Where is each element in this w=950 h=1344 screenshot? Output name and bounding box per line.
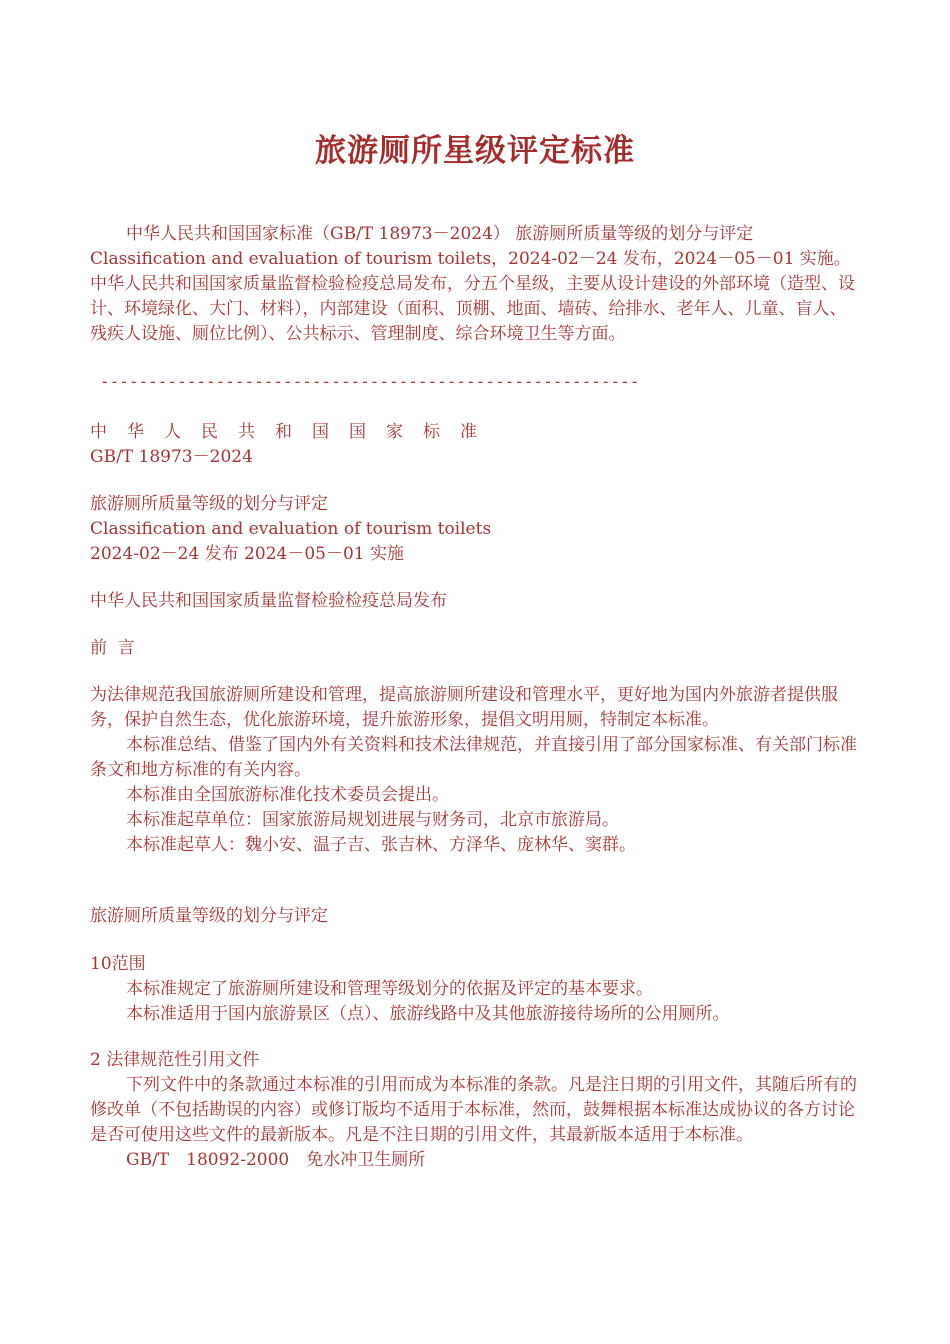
section-heading: 10范围 bbox=[90, 954, 146, 974]
foreword-block bbox=[90, 636, 860, 858]
national-standard-label: 中华人民共和国国家标准 bbox=[90, 422, 497, 442]
body-title-block bbox=[90, 904, 860, 929]
section-paragraph: 下列文件中的条款通过本标准的引用而成为本标准的条款。凡是注日期的引用文件，其随后所有的修改单（不包括勘误的内容）或修订版均不适用于本标准，然而，鼓舞根据本标准达成协议的各方讨论是否可使用这些文件的最新版本。凡是不注日期的引用文件，其最新版本适用于本标准。 bbox=[90, 1075, 857, 1145]
standard-name-en: Classification and evaluation of tourism toilets bbox=[90, 519, 492, 539]
standard-publisher: 中华人民共和国国家质量监督检验检疫总局发布 bbox=[90, 591, 447, 611]
intro-paragraph: 中华人民共和国国家标准（GB/T 18973－2024） 旅游厕所质量等级的划分与评定 Classification and evaluation of tourism toilets，2024-02－24 发布，2024－05－01 实施。中华人民共和国国家质量监督检验检疫总局发布，分五个星级，主要从设计建设的外部环境（造型、设计、环境绿化、大门、材料），内部建设（面积、顶棚、地面、墙砖、给排水、老年人、儿童、盲人、残疾人设施、厕位比例）、公共标示、管理制度、综合环境卫生等方面。 bbox=[90, 224, 855, 344]
section-heading: 2 法律规范性引用文件 bbox=[90, 1050, 260, 1070]
section-references bbox=[90, 1048, 860, 1173]
section-paragraph: 本标准适用于国内旅游景区（点）、旅游线路中及其他旅游接待场所的公用厕所。 bbox=[126, 1004, 730, 1024]
foreword-paragraph: 本标准由全国旅游标准化技术委员会提出。 bbox=[126, 785, 449, 805]
foreword-paragraph: 本标准总结、借鉴了国内外有关资料和技术法律规范，并直接引用了部分国家标准、有关部门标准条文和地方标准的有关内容。 bbox=[90, 735, 857, 780]
foreword-paragraph: 为法律规范我国旅游厕所建设和管理，提高旅游厕所建设和管理水平，更好地为国内外旅游者提供服务，保护自然生态，优化旅游环境，提升旅游形象，提倡文明用厕，特制定本标准。 bbox=[90, 685, 838, 730]
intro-block bbox=[90, 222, 860, 347]
cover-block bbox=[90, 420, 860, 614]
standard-dates: 2024-02－24 发布 2024－05－01 实施 bbox=[90, 544, 405, 564]
foreword-heading: 前 言 bbox=[90, 638, 135, 658]
section-paragraph: 本标准规定了旅游厕所建设和管理等级划分的依据及评定的基本要求。 bbox=[126, 979, 653, 999]
reference-item: GB/T 18092-2000 免水冲卫生厕所 bbox=[126, 1150, 426, 1170]
body-title: 旅游厕所质量等级的划分与评定 bbox=[90, 906, 328, 926]
foreword-paragraph: 本标准起草人：魏小安、温子吉、张吉林、方泽华、庞林华、窦群。 bbox=[126, 835, 636, 855]
divider-line: -------------------------------------------------------- bbox=[100, 372, 640, 391]
standard-name-cn: 旅游厕所质量等级的划分与评定 bbox=[90, 494, 328, 514]
page-title: 旅游厕所星级评定标准 bbox=[315, 133, 635, 169]
section-scope bbox=[90, 952, 860, 1027]
foreword-paragraph: 本标准起草单位：国家旅游局规划进展与财务司，北京市旅游局。 bbox=[126, 810, 619, 830]
standard-code: GB/T 18973－2024 bbox=[90, 447, 253, 467]
